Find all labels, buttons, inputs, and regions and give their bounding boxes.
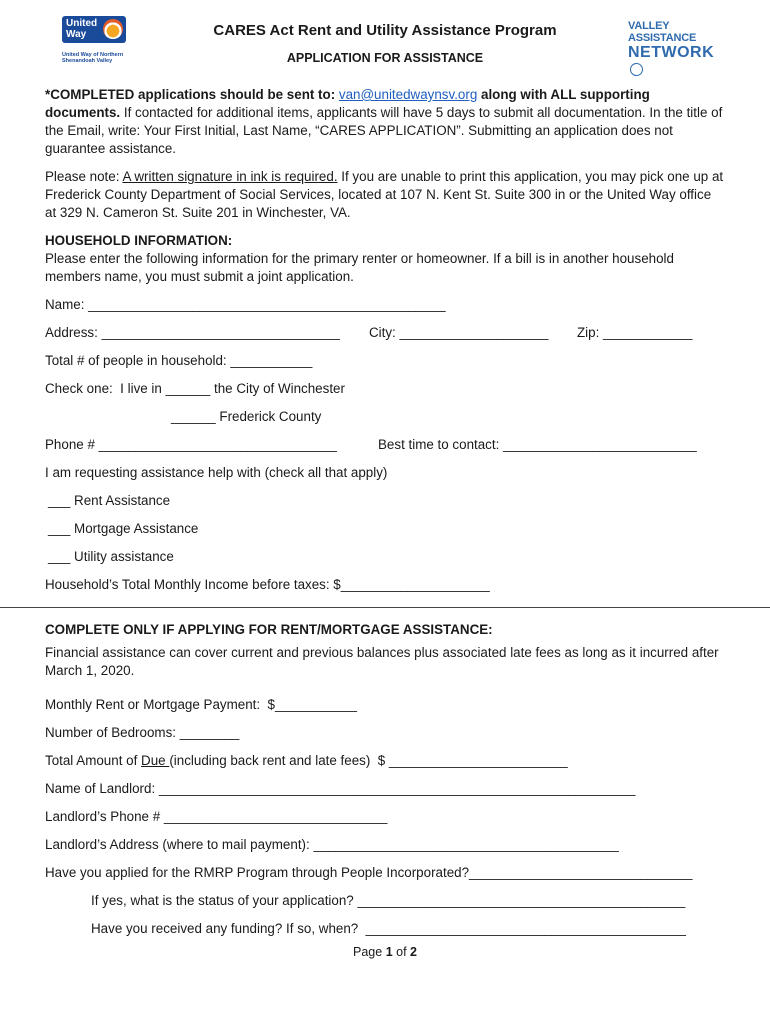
van-logo-line1: VALLEY ASSISTANCE bbox=[628, 20, 697, 44]
uw-logo-subtitle: United Way of Northern Shenandoah Valley bbox=[62, 52, 124, 64]
household-section bbox=[45, 232, 725, 286]
current-page: 1 bbox=[385, 945, 393, 959]
bedrooms-field[interactable]: Number of Bedrooms: ________ bbox=[45, 725, 240, 740]
household-instructions: Please enter the following information for the primary renter or homeowner. If a bill is in another household members name, you must submit a joint application. bbox=[45, 251, 674, 284]
rent-assistance-option[interactable]: ___ Rent Assistance bbox=[48, 493, 171, 508]
total-due-field[interactable] bbox=[45, 753, 568, 768]
total-due-label-u: Due bbox=[141, 753, 170, 768]
assistance-type-prompt: I am requesting assistance help with (check all that apply) bbox=[45, 465, 388, 480]
note-prefix: Please note: bbox=[45, 169, 123, 184]
document-title: CARES Act Rent and Utility Assistance Program bbox=[213, 22, 557, 39]
total-due-blank: $ ________________________ bbox=[370, 753, 568, 768]
submission-rest: If contacted for additional items, applicants will have 5 days to submit all documentation. In the title of the Email, write: Your First Initial, Last Name, “CARES APPLICATION”. Submitting an application does not guarantee assistance. bbox=[45, 105, 723, 156]
landlord-name-field[interactable]: Name of Landlord: ________________________________________________________________ bbox=[45, 781, 636, 796]
rent-heading: COMPLETE ONLY IF APPLYING FOR RENT/MORTGAGE ASSISTANCE: bbox=[45, 622, 493, 637]
submission-bold-a: *COMPLETED applications should be sent to: bbox=[45, 87, 339, 102]
funding-received-field[interactable]: Have you received any funding? If so, when? ___________________________________________ bbox=[91, 921, 686, 936]
signature-note bbox=[45, 168, 725, 222]
name-field[interactable]: Name: ________________________________________________ bbox=[45, 297, 446, 312]
total-due-label-a: Total Amount of bbox=[45, 753, 142, 768]
rent-section-instructions: Financial assistance can cover current and previous balances plus associated late fees as long as it incurred after March 1, 2020. bbox=[45, 645, 719, 678]
signature-requirement: A written signature in ink is required. bbox=[122, 169, 338, 184]
best-time-field[interactable]: Best time to contact: __________________________ bbox=[378, 437, 697, 452]
document-subtitle: APPLICATION FOR ASSISTANCE bbox=[286, 51, 484, 65]
submission-bold-b: along with ALL supporting documents. bbox=[45, 87, 650, 120]
note-rest: If you are unable to print this application, you may pick one up at Frederick County Department of Social Services, located at 107 N. Kent St. Suite 300 in or the United Way office at 329 N. Cameron St. Suite 201 in Winchester, VA. bbox=[45, 169, 724, 220]
total-due-label-b: (including back rent and late fees) bbox=[169, 753, 371, 768]
uw-logo-line2: Way bbox=[66, 29, 87, 40]
section-divider bbox=[0, 607, 770, 608]
zip-field[interactable]: Zip: ____________ bbox=[577, 325, 693, 340]
household-heading: HOUSEHOLD INFORMATION: bbox=[45, 233, 233, 248]
landlord-phone-field[interactable]: Landlord’s Phone # ______________________________ bbox=[45, 809, 388, 824]
uw-logo-line1: United bbox=[66, 18, 98, 29]
household-size-field[interactable]: Total # of people in household: ___________ bbox=[45, 353, 313, 368]
phone-field[interactable]: Phone # ________________________________ bbox=[45, 437, 337, 452]
page-word: Page bbox=[353, 945, 386, 959]
page-number bbox=[0, 945, 770, 959]
city-field[interactable]: City: ____________________ bbox=[369, 325, 549, 340]
rmrp-question-field[interactable]: Have you applied for the RMRP Program through People Incorporated?______________________________ bbox=[45, 865, 693, 880]
total-pages: 2 bbox=[410, 945, 417, 959]
monthly-income-field[interactable]: Household’s Total Monthly Income before taxes: $____________________ bbox=[45, 577, 490, 592]
landlord-address-field[interactable]: Landlord’s Address (where to mail payment): _________________________________________ bbox=[45, 837, 619, 852]
winchester-checkbox-line[interactable]: Check one: I live in ______ the City of Winchester bbox=[45, 381, 345, 396]
of-word: of bbox=[392, 945, 411, 959]
address-field[interactable]: Address: ________________________________ bbox=[45, 325, 340, 340]
mortgage-assistance-option[interactable]: ___ Mortgage Assistance bbox=[48, 521, 199, 536]
monthly-payment-field[interactable]: Monthly Rent or Mortgage Payment: $___________ bbox=[45, 697, 357, 712]
submission-instructions bbox=[45, 86, 725, 158]
utility-assistance-option[interactable]: ___ Utility assistance bbox=[48, 549, 174, 564]
rent-section-heading bbox=[45, 621, 725, 639]
frederick-checkbox-line[interactable]: ______ Frederick County bbox=[171, 409, 322, 424]
van-logo-line2: NETWORK bbox=[628, 44, 715, 61]
email-link[interactable]: van@unitedwaynsv.org bbox=[338, 87, 478, 102]
application-status-field[interactable]: If yes, what is the status of your application? ____________________________________________ bbox=[91, 893, 686, 908]
